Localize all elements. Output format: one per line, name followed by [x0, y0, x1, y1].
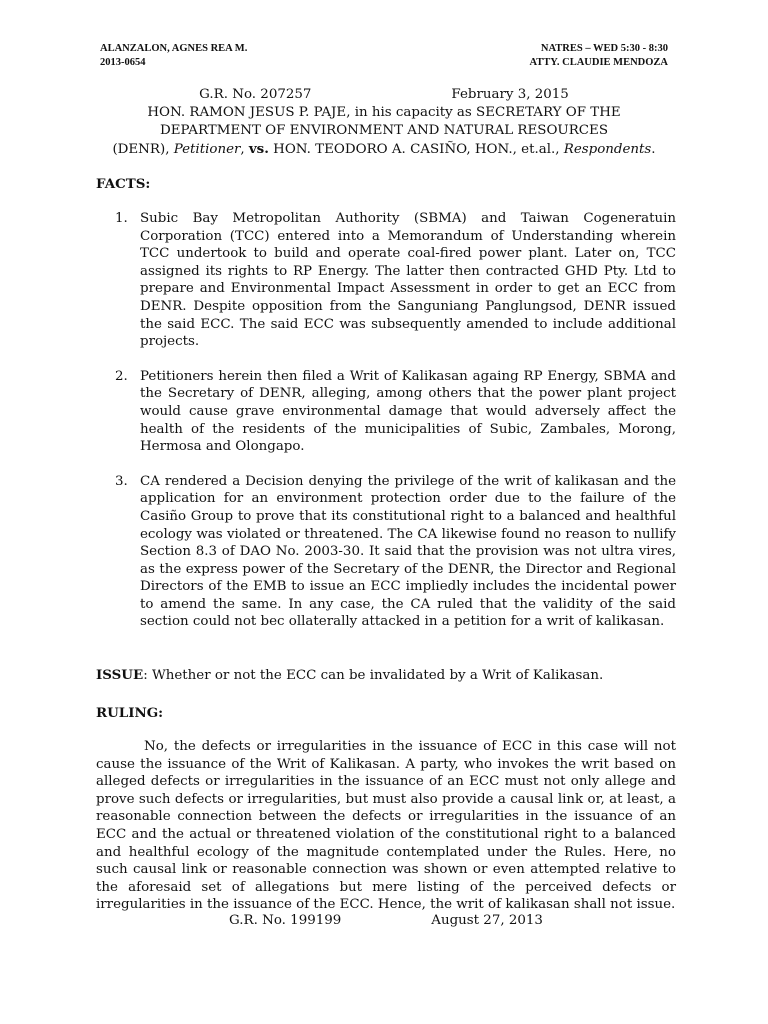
case-title-line: DEPARTMENT OF ENVIRONMENT AND NATURAL RESOURCES: [160, 123, 608, 138]
respondents-label: Respondents: [563, 142, 652, 157]
fact-text: Subic Bay Metropolitan Authority (SBMA) and Taiwan Cogeneratuin Corporation (TCC) entered into a Memorandum of Understanding wherein TCC undertook to build and operate coal-fired power plant. Later on, TCC assigned its rights to RP Energy. The latter then contracted GHD Pty. Ltd to prepare and Environmental Impact Assessment in order to get an ECC from DENR. Despite opposition from the Sanguniang Panglungsod, DENR issued the said ECC. The said ECC was subsequently amended to include additional projects.: [140, 211, 676, 350]
fact-number: 3.: [115, 473, 128, 489]
case-title: [96, 86, 672, 159]
class-schedule: NATRES – WED 5:30 - 8:30: [540, 43, 668, 54]
next-case-heading: [96, 913, 676, 928]
case-title-line: HON. RAMON JESUS P. PAJE, in his capacity as SECRETARY OF THE: [147, 105, 621, 120]
student-number: 2013-0654: [100, 57, 146, 68]
fact-item: [96, 473, 676, 631]
fact-number: 1.: [115, 211, 128, 226]
fact-item: [96, 210, 676, 351]
petitioner-label: Petitioner: [173, 142, 241, 157]
issue-text: : Whether or not the ECC can be invalidated by a Writ of Kalikasan.: [143, 668, 604, 683]
fact-number: 2.: [115, 368, 128, 384]
issue-line: [96, 667, 603, 683]
student-name: ALANZALON, AGNES REA M.: [100, 43, 248, 54]
header-student-info: [100, 42, 247, 70]
case-gr-number: G.R. No. 207257: [199, 87, 312, 102]
case-date: February 3, 2015: [451, 87, 569, 102]
next-case-date: August 27, 2013: [431, 913, 543, 928]
case-parties-line: (DENR), Petitioner, vs. HON. TEODORO A. CASIÑO, HON., et.al., Respondents.: [112, 141, 656, 157]
issue-label: ISSUE: [96, 667, 144, 683]
ruling-paragraph: No, the defects or irregularities in the issuance of ECC in this case will not cause the issuance of the Writ of Kalikasan. A party, who invokes the writ based on alleged defects or irregularities in the issuance of an ECC must not only allege and prove such defects or irregularities, but must also provide a causal link or, at least, a reasonable connection between the defects or irregularities in the issuance of an ECC and the actual or threatened violation of the constitutional right to a balanced and healthful ecology of the magnitude contemplated under the Rules. Here, no such causal link or reasonable connection was shown or even attempted relative to the aforesaid set of allegations but mere listing of the perceived defects or irregularities in the issuance of the ECC. Hence, the writ of kalikasan shall not issue.: [96, 739, 676, 913]
ruling-heading: RULING:: [96, 705, 164, 721]
header-class-info: [529, 42, 668, 70]
instructor-name: ATTY. CLAUDIE MENDOZA: [529, 57, 668, 68]
versus-label: vs.: [248, 141, 269, 157]
fact-text: Petitioners herein then filed a Writ of Kalikasan againg RP Energy, SBMA and the Secretary of DENR, alleging, among others that the power plant project would cause grave environmental damage that would adversely affect the health of the residents of the municipalities of Subic, Zambales, Morong, Hermosa and Olongapo.: [140, 368, 676, 455]
fact-text: CA rendered a Decision denying the privilege of the writ of kalikasan and the application for an environment protection order due to the failure of the Casiño Group to prove that its constitutional right to a balanced and healthful ecology was violated or threatened. The CA likewise found no reason to nullify Section 8.3 of DAO No. 2003-30. It said that the provision was not ultra vires, as the express power of the Secretary of the DENR, the Director and Regional Directors of the EMB to issue an ECC impliedly includes the incidental power to amend the same. In any case, the CA ruled that the validity of the said section could not bec ollaterally attacked in a petition for a writ of kalikasan.: [140, 473, 676, 630]
facts-heading: FACTS:: [96, 176, 151, 192]
next-case-gr-number: G.R. No. 199199: [229, 913, 342, 928]
fact-item: [96, 368, 676, 456]
facts-list: [96, 210, 676, 648]
